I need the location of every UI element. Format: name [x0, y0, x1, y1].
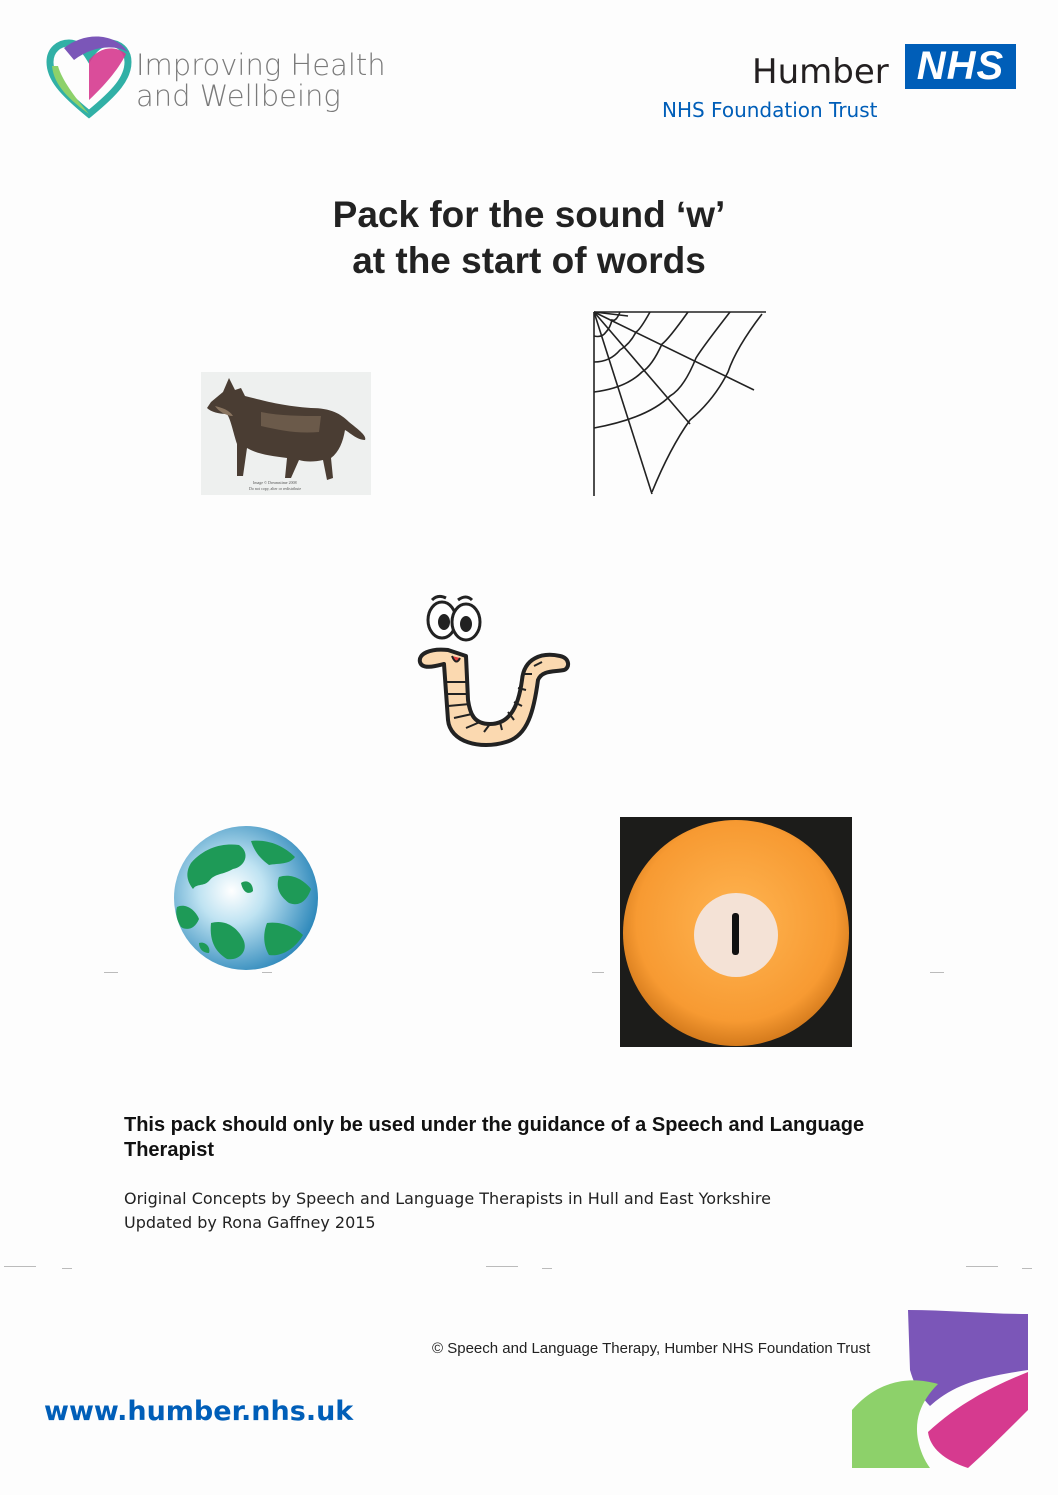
worm-picture — [410, 590, 575, 755]
trust-name: NHS Foundation Trust — [662, 98, 878, 122]
ihw-logo-line1: Improving Health — [136, 48, 386, 82]
corner-swoosh-graphic — [848, 1310, 1030, 1468]
credits — [124, 1187, 771, 1235]
wolf-caption-line1: Image © Dreamstime 2008 — [253, 480, 297, 485]
credit-line1: Original Concepts by Speech and Language Therapists in Hull and East Yorkshire — [124, 1189, 771, 1208]
guidance-warning: This pack should only be used under the guidance of a Speech and Language Therapist — [124, 1114, 865, 1161]
scan-mark — [930, 972, 944, 973]
copyright-notice: © Speech and Language Therapy, Humber NHS Foundation Trust — [432, 1340, 871, 1357]
title-line2: at the start of words — [352, 240, 706, 281]
world-globe-picture — [171, 823, 321, 973]
website-url: www.humber.nhs.uk — [44, 1396, 354, 1427]
scan-mark — [486, 1266, 518, 1267]
scan-mark — [262, 972, 272, 973]
title-line1: Pack for the sound ‘w’ — [332, 194, 726, 235]
scan-mark — [542, 1268, 552, 1269]
scan-mark — [104, 972, 118, 973]
scan-mark — [966, 1266, 998, 1267]
credit-line2: Updated by Rona Gaffney 2015 — [124, 1213, 376, 1232]
pool-ball-graphic — [620, 817, 852, 1047]
scan-mark — [1022, 1268, 1032, 1269]
scan-mark — [592, 972, 604, 973]
scan-mark — [4, 1266, 36, 1267]
org-name: Humber — [752, 52, 889, 92]
ihw-logo-text — [136, 50, 386, 112]
wolf-picture — [201, 372, 371, 495]
page-title — [0, 192, 1058, 284]
scan-mark — [62, 1268, 72, 1269]
pool-ball-picture — [620, 817, 852, 1047]
spider-web-picture — [590, 308, 766, 496]
heart-logo-icon — [44, 30, 134, 120]
wolf-caption-line2: Do not copy, alter or redistribute — [249, 486, 302, 491]
nhs-badge: NHS — [905, 44, 1016, 89]
ihw-logo-line2: and Wellbeing — [136, 79, 341, 113]
